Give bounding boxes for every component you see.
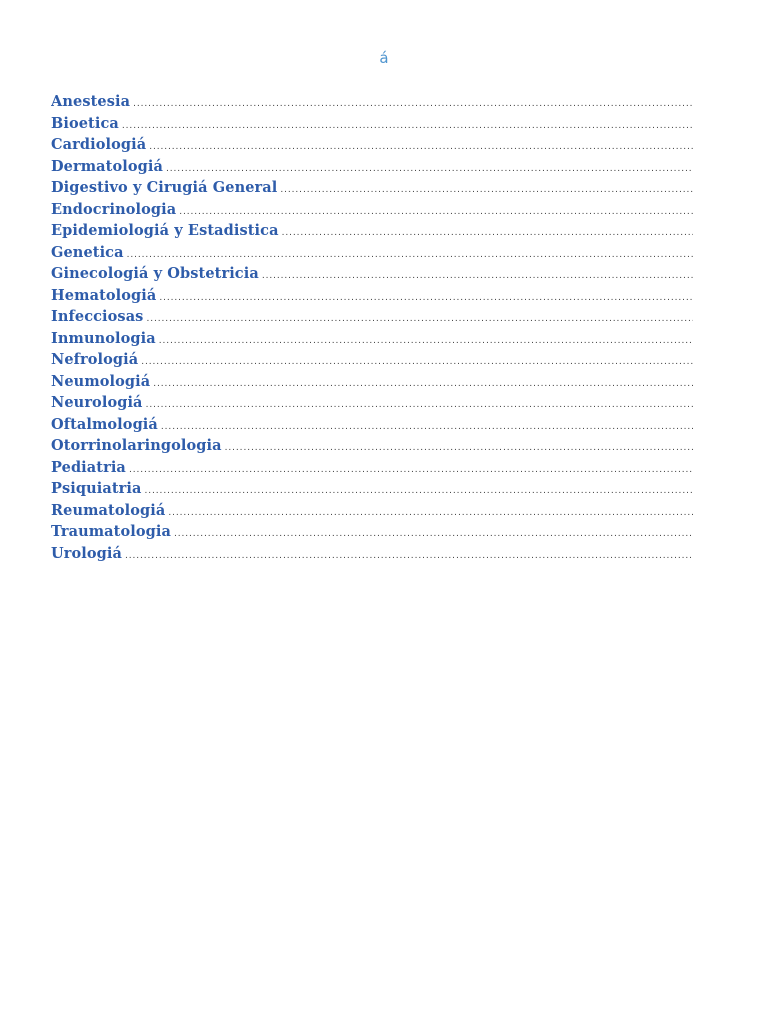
toc-dot-leader — [129, 460, 693, 479]
toc-entry-label: Ginecologiá y Obstetricia — [51, 265, 259, 282]
toc-dot-leader — [127, 245, 693, 264]
toc-entry[interactable] — [51, 199, 699, 221]
toc-entry[interactable] — [51, 177, 699, 199]
toc-entry[interactable] — [51, 156, 699, 178]
toc-entry-label: Infecciosas — [51, 308, 144, 325]
toc-entry[interactable] — [51, 349, 699, 371]
toc-entry-label: Oftalmologiá — [51, 415, 158, 433]
toc-entry-label: Anestesia — [51, 93, 131, 110]
toc-entry-label: Reumatologiá — [51, 501, 166, 519]
toc-entry-label: Pediatria — [51, 458, 126, 476]
toc-entry-label: Urologiá — [51, 544, 122, 562]
toc-dot-leader — [280, 180, 693, 199]
toc-entry-label: Endocrinologia — [51, 200, 177, 218]
toc-entry[interactable] — [51, 478, 699, 500]
toc-dot-leader — [174, 524, 693, 543]
toc-entry-label: Traumatologia — [51, 523, 171, 540]
toc-entry[interactable] — [51, 392, 699, 414]
toc-dot-leader — [146, 309, 693, 328]
toc-dot-leader — [122, 116, 693, 135]
table-of-contents — [51, 91, 699, 564]
toc-entry-label: Hematologiá — [51, 286, 157, 304]
toc-entry-label: Epidemiologiá y Estadistica — [51, 222, 279, 239]
toc-entry-label: Nefrologiá — [51, 351, 139, 368]
toc-dot-leader — [161, 417, 693, 436]
toc-entry-label: Cardiologiá — [51, 136, 147, 153]
toc-dot-leader — [146, 395, 693, 414]
toc-entry[interactable] — [51, 435, 699, 457]
toc-dot-leader — [149, 137, 693, 156]
toc-entry[interactable] — [51, 371, 699, 393]
toc-dot-leader — [141, 352, 693, 371]
toc-entry[interactable] — [51, 328, 699, 350]
toc-entry[interactable] — [51, 285, 699, 307]
toc-entry-label: Bioetica — [51, 114, 119, 132]
toc-entry[interactable] — [51, 113, 699, 135]
toc-entry-label: Neurologiá — [51, 394, 143, 411]
toc-dot-leader — [145, 481, 693, 500]
toc-entry[interactable] — [51, 457, 699, 479]
toc-entry-label: Inmunologia — [51, 329, 156, 347]
toc-dot-leader — [153, 374, 693, 393]
toc-entry[interactable] — [51, 91, 699, 113]
toc-dot-leader — [166, 159, 693, 178]
toc-dot-leader — [168, 503, 693, 522]
toc-entry[interactable] — [51, 220, 699, 242]
toc-dot-leader — [179, 202, 693, 221]
toc-entry-label: Digestivo y Cirugiá General — [51, 179, 278, 196]
toc-entry-label: Dermatologiá — [51, 157, 163, 175]
toc-dot-leader — [159, 288, 693, 307]
toc-entry[interactable] — [51, 521, 699, 543]
toc-entry[interactable] — [51, 500, 699, 522]
toc-entry-label: Otorrinolaringologia — [51, 437, 222, 454]
toc-dot-leader — [133, 94, 693, 113]
toc-entry[interactable] — [51, 263, 699, 285]
toc-dot-leader — [282, 223, 693, 242]
toc-entry[interactable] — [51, 414, 699, 436]
page-heading: á — [379, 49, 389, 67]
toc-entry-label: Neumologiá — [51, 372, 151, 390]
toc-entry[interactable] — [51, 134, 699, 156]
toc-dot-leader — [262, 266, 693, 285]
toc-dot-leader — [125, 546, 693, 565]
toc-entry[interactable] — [51, 543, 699, 565]
toc-entry-label: Psiquiatria — [51, 480, 142, 497]
toc-entry[interactable] — [51, 242, 699, 264]
toc-entry[interactable] — [51, 306, 699, 328]
toc-dot-leader — [225, 438, 693, 457]
toc-entry-label: Genetica — [51, 243, 124, 261]
toc-dot-leader — [159, 331, 693, 350]
